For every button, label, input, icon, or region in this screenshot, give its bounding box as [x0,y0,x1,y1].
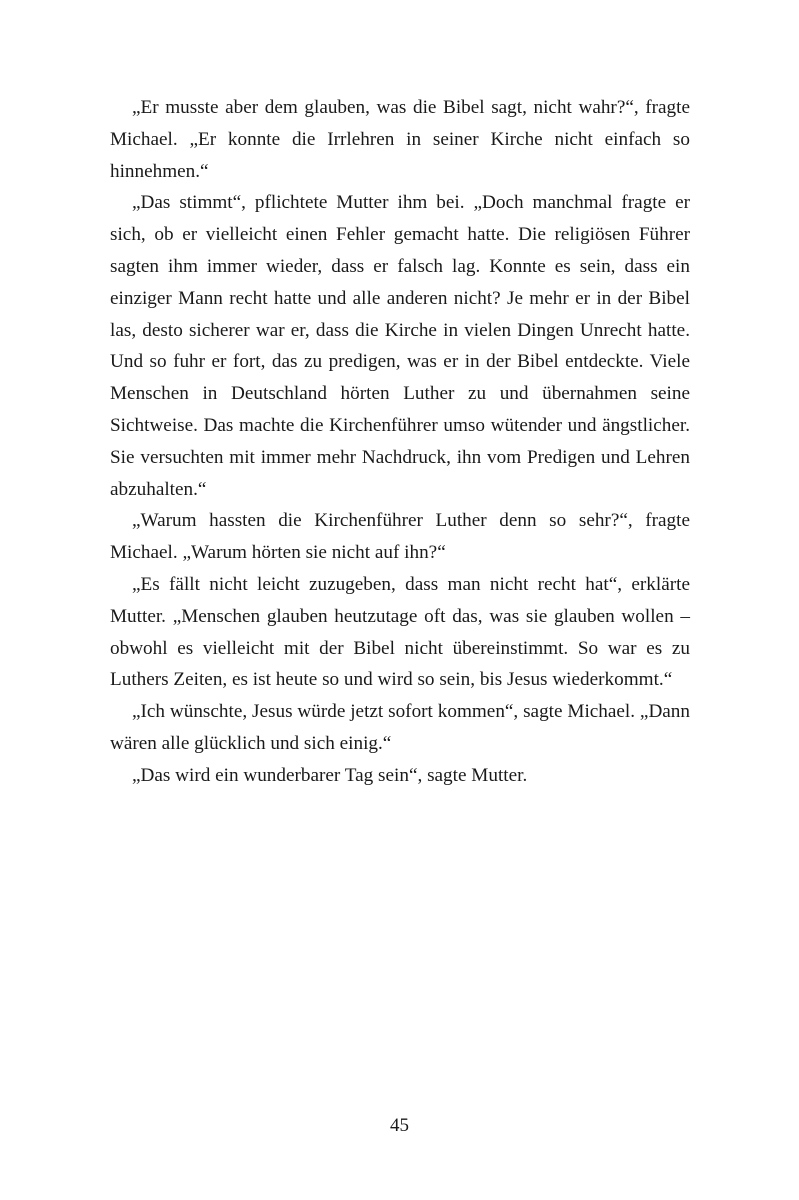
body-text [110,92,690,792]
page-number: 45 [390,1115,409,1136]
paragraph-1: „Er musste aber dem glauben, was die Bibel sagt, nicht wahr?“, fragte Michael. „Er konnte die Irrlehren in seiner Kirche nicht einfach so hinnehmen.“ [110,97,690,182]
paragraph-6: „Das wird ein wunderbarer Tag sein“, sagte Mutter. [132,764,528,786]
paragraph-5: „Ich wünschte, Jesus würde jetzt sofort kommen“, sagte Michael. „Dann wären alle glücklich und sich einig.“ [110,701,690,754]
paragraph-3: „Warum hassten die Kirchenführer Luther denn so sehr?“, fragte Michael. „Warum hörten sie nicht auf ihn?“ [110,510,690,564]
paragraph-4: „Es fällt nicht leicht zuzugeben, dass man nicht recht hat“, erklärte Mutter. „Menschen glauben heutzutage oft das, was sie glauben wollen – obwohl es vielleicht mit der Bibel nicht übereinstimmt. So war es zu Luthers Zeiten, es ist heute so und wird so sein, bis Jesus wiederkommt.“ [110,573,690,691]
paragraph-2: „Das stimmt“, pflichtete Mutter ihm bei. „Doch manchmal fragte er sich, ob er vielleicht einen Fehler gemacht hatte. Die religiösen Führer sagten ihm immer wieder, dass er falsch lag. Konnte es sein, dass ein einziger Mann recht hatte und alle anderen nicht? Je mehr er in der Bibel las, desto sicherer war er, dass die Kirche in vielen Dingen Unrecht hatte. Und so fuhr er fort, das zu predigen, was er in der Bibel entdeckte. Viele Menschen in Deutschland hörten Luther zu und übernahmen seine Sichtweise. Das machte die Kirchenführer umso wütender und ängstlicher. Sie versuchten mit immer mehr Nachdruck, ihn vom Predigen und Lehren abzuhalten.“ [110,192,690,500]
